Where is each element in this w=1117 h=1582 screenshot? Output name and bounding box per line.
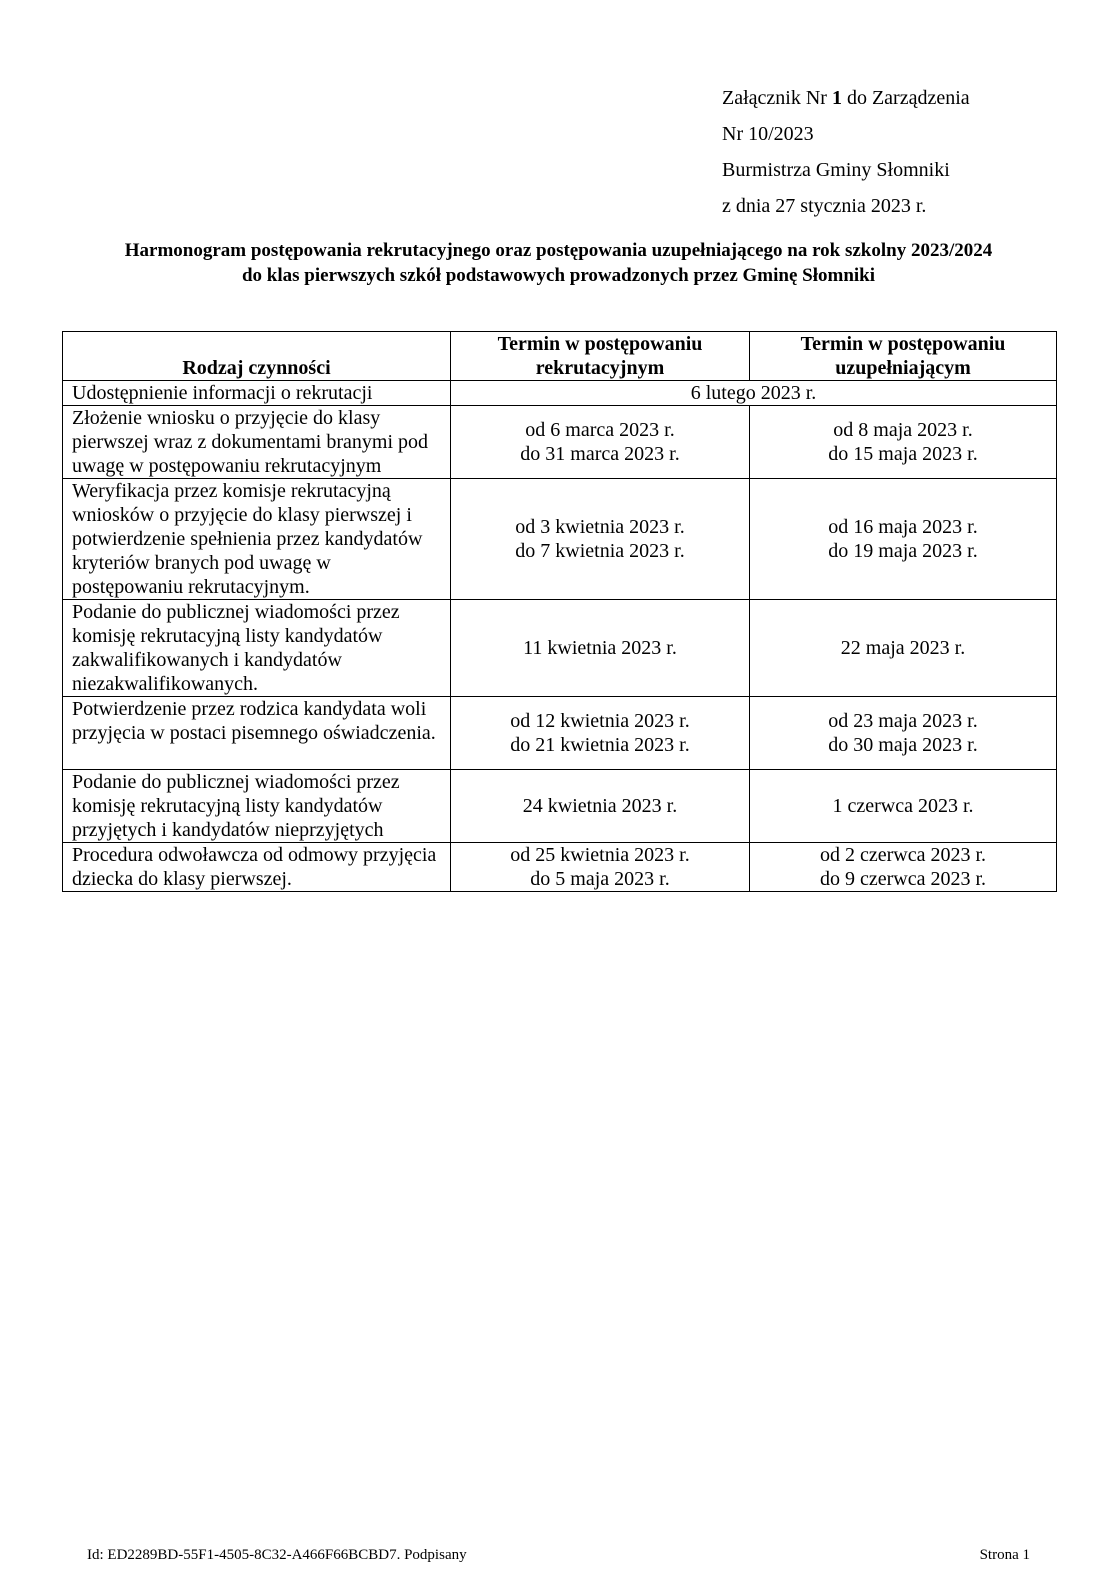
activity-cell: Udostępnienie informacji o rekrutacji bbox=[63, 381, 451, 406]
supplementary-date-line: 1 czerwca 2023 r. bbox=[832, 795, 974, 817]
recruitment-date-cell bbox=[451, 770, 750, 843]
supplementary-date-line: od 23 maja 2023 r. bbox=[828, 710, 978, 732]
header-supplementary-term: Termin w postępowaniu uzupełniającym bbox=[750, 332, 1057, 381]
recruitment-date-line: 11 kwietnia 2023 r. bbox=[523, 637, 677, 659]
annex-line-1: Załącznik Nr 1 do Zarządzenia bbox=[722, 87, 970, 109]
recruitment-date-line: do 31 marca 2023 r. bbox=[520, 443, 680, 465]
recruitment-date-cell bbox=[451, 600, 750, 697]
activity-cell: Procedura odwoławcza od odmowy przyjęcia dziecka do klasy pierwszej. bbox=[63, 843, 451, 892]
annex-line-3: Burmistrza Gminy Słomniki bbox=[722, 159, 950, 181]
supplementary-date-line: od 8 maja 2023 r. bbox=[833, 419, 973, 441]
table-row bbox=[63, 843, 1057, 892]
recruitment-date-line: do 5 maja 2023 r. bbox=[530, 868, 670, 890]
supplementary-date-line: do 9 czerwca 2023 r. bbox=[819, 868, 987, 890]
supplementary-date-cell bbox=[750, 479, 1057, 600]
document-title bbox=[60, 238, 1057, 288]
table-row bbox=[63, 479, 1057, 600]
table-row-merged bbox=[63, 381, 1057, 406]
schedule-table bbox=[62, 331, 1057, 892]
supplementary-date-cell bbox=[750, 697, 1057, 770]
supplementary-date-cell bbox=[750, 600, 1057, 697]
recruitment-date-line: do 7 kwietnia 2023 r. bbox=[515, 540, 685, 562]
activity-cell: Podanie do publicznej wiadomości przez komisję rekrutacyjną listy kandydatów przyjętych i kandydatów nieprzyjętych bbox=[63, 770, 451, 843]
document-title-line-2: do klas pierwszych szkół podstawowych prowadzonych przez Gminę Słomniki bbox=[241, 265, 876, 286]
annex-line-4: z dnia 27 stycznia 2023 r. bbox=[722, 195, 927, 217]
table-row bbox=[63, 770, 1057, 843]
supplementary-date-line: 22 maja 2023 r. bbox=[840, 637, 966, 659]
header-activity-type: Rodzaj czynności bbox=[63, 332, 451, 381]
recruitment-date-cell bbox=[451, 697, 750, 770]
annex-number: 1 bbox=[831, 87, 842, 109]
supplementary-date-line: do 19 maja 2023 r. bbox=[828, 540, 978, 562]
header-recruitment-term: Termin w postępowaniu rekrutacyjnym bbox=[451, 332, 750, 381]
supplementary-date-cell bbox=[750, 770, 1057, 843]
activity-cell: Potwierdzenie przez rodzica kandydata woli przyjęcia w postaci pisemnego oświadczenia. bbox=[63, 697, 451, 770]
activity-cell: Podanie do publicznej wiadomości przez komisję rekrutacyjną listy kandydatów zakwalifikowanych i kandydatów niezakwalifikowanych. bbox=[63, 600, 451, 697]
table-header-row bbox=[63, 332, 1057, 381]
recruitment-date-line: od 12 kwietnia 2023 r. bbox=[510, 710, 690, 732]
activity-cell: Złożenie wniosku o przyjęcie do klasy pierwszej wraz z dokumentami branymi pod uwagę w postępowaniu rekrutacyjnym bbox=[63, 406, 451, 479]
footer-document-id: Id: ED2289BD-55F1-4505-8C32-A466F66BCBD7. Podpisany bbox=[87, 1547, 467, 1563]
activity-cell: Weryfikacja przez komisje rekrutacyjną wniosków o przyjęcie do klasy pierwszej i potwierdzenie spełnienia przez kandydatów kryteriów branych pod uwagę w postępowaniu rekrutacyjnym. bbox=[63, 479, 451, 600]
recruitment-date-line: do 21 kwietnia 2023 r. bbox=[510, 734, 690, 756]
recruitment-date-cell bbox=[451, 479, 750, 600]
table-row bbox=[63, 406, 1057, 479]
supplementary-date-line: do 30 maja 2023 r. bbox=[828, 734, 978, 756]
table-row bbox=[63, 600, 1057, 697]
recruitment-date-line: od 25 kwietnia 2023 r. bbox=[510, 844, 690, 866]
table-row bbox=[63, 697, 1057, 770]
recruitment-date-cell bbox=[451, 406, 750, 479]
recruitment-date-line: od 3 kwietnia 2023 r. bbox=[515, 516, 685, 538]
recruitment-date-line: od 6 marca 2023 r. bbox=[525, 419, 675, 441]
document-title-line-1: Harmonogram postępowania rekrutacyjnego oraz postępowania uzupełniającego na rok szkolny 2023/2024 bbox=[124, 240, 993, 261]
supplementary-date-cell bbox=[750, 843, 1057, 892]
footer-page-number: Strona 1 bbox=[979, 1547, 1030, 1563]
supplementary-date-cell bbox=[750, 406, 1057, 479]
supplementary-date-line: od 2 czerwca 2023 r. bbox=[819, 844, 987, 866]
supplementary-date-line: od 16 maja 2023 r. bbox=[828, 516, 978, 538]
recruitment-date-cell bbox=[451, 843, 750, 892]
supplementary-date-line: do 15 maja 2023 r. bbox=[828, 443, 978, 465]
annex-header bbox=[722, 80, 970, 224]
annex-line-2: Nr 10/2023 bbox=[722, 123, 814, 145]
merged-date-cell: 6 lutego 2023 r. bbox=[451, 381, 1057, 406]
recruitment-date-line: 24 kwietnia 2023 r. bbox=[522, 795, 678, 817]
